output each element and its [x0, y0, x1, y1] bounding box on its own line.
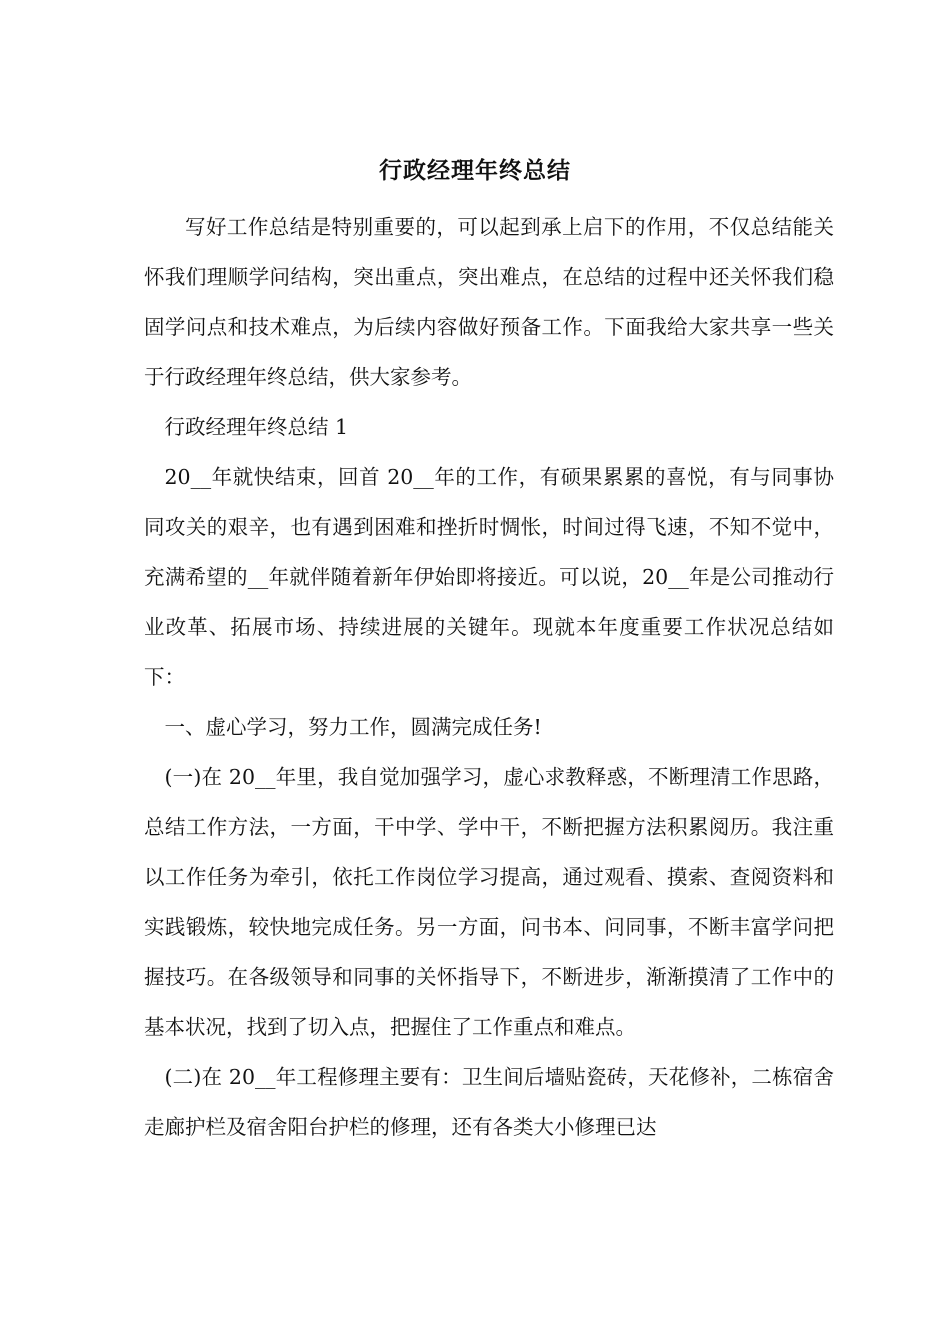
subsection-heading: 一、虚心学习，努力工作，圆满完成任务!	[164, 715, 542, 739]
study-paragraph: (一)在 20__年里，我自觉加强学习，虚心求教释惑，不断理清工作思路，总结工作方法，一方面，干中学、学中干，不断把握方法积累阅历。我注重以工作任务为牵引，依托工作岗位学习提高，通过观看、摸索、查阅资料和实践锻炼，较快地完成任务。另一方面，问书本、问同事，不断丰富学问把握技巧。在各级领导和同事的关怀指导下，不断进步，渐渐摸清了工作中的基本状况，找到了切入点，把握住了工作重点和难点。	[144, 765, 834, 1039]
section-heading: 行政经理年终总结 1	[164, 415, 349, 439]
maintenance-paragraph: (二)在 20__年工程修理主要有：卫生间后墙贴瓷砖，天花修补，二栋宿舍走廊护栏及宿舍阳台护栏的修理，还有各类大小修理已达	[144, 1065, 834, 1139]
summary-paragraph: 20__年就快结束，回首 20__年的工作，有硕果累累的喜悦，有与同事协同攻关的艰辛，也有遇到困难和挫折时惆怅，时间过得飞速，不知不觉中，充满希望的__年就伴随着新年伊始即将接近。可以说，20__年是公司推动行业改革、拓展市场、持续进展的关键年。现就本年度重要工作状况总结如下：	[144, 465, 834, 689]
document-title: 行政经理年终总结	[379, 157, 571, 184]
intro-paragraph: 写好工作总结是特别重要的，可以起到承上启下的作用，不仅总结能关怀我们理顺学问结构，突出重点，突出难点，在总结的过程中还关怀我们稳固学问点和技术难点，为后续内容做好预备工作。下面我给大家共享一些关于行政经理年终总结，供大家参考。	[144, 215, 834, 389]
document-body	[144, 202, 834, 1152]
